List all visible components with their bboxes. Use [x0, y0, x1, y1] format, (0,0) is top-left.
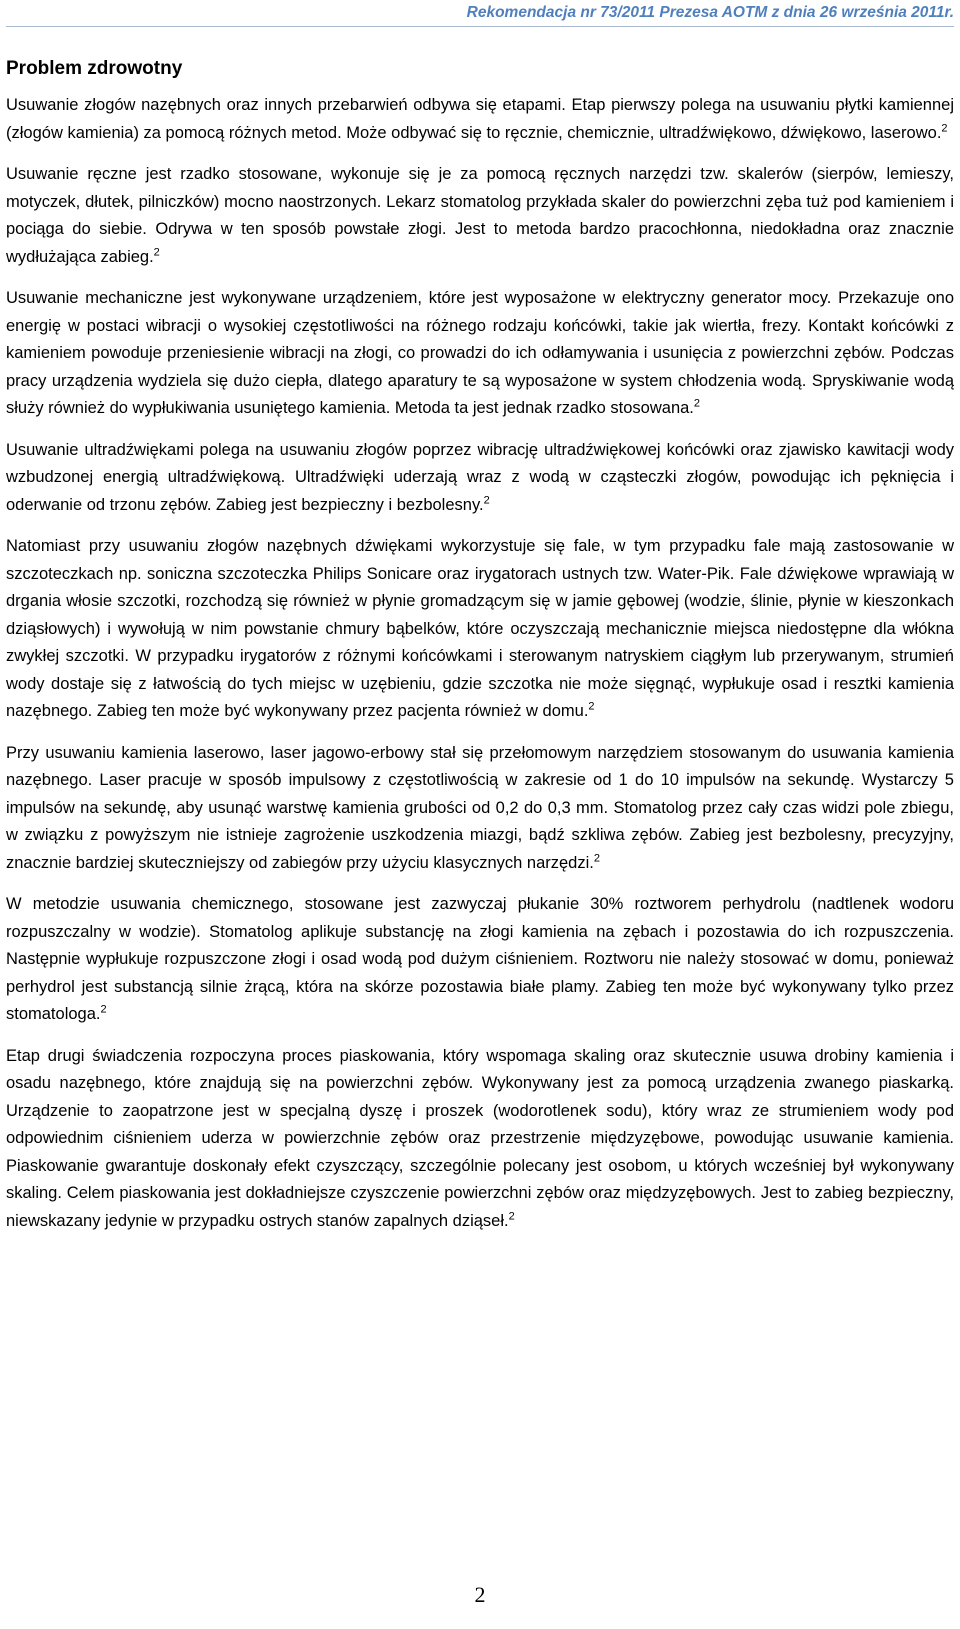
- document-body: [6, 56, 954, 1249]
- paragraph: [6, 740, 954, 878]
- paragraph: [6, 161, 954, 271]
- paragraph-text: Usuwanie ultradźwiękami polega na usuwaniu złogów poprzez wibrację ultradźwiękowej końcówki oraz zjawisko kawitacji wody wzbudzonej energią ultradźwiękową. Ultradźwięki uderzają wraz z wodą w cząsteczki złogów, powodując ich pęknięcia i oderwanie od trzonu zębów. Zabieg jest bezpieczny i bezbolesny.: [6, 440, 954, 514]
- paragraph-text: Usuwanie złogów nazębnych oraz innych przebarwień odbywa się etapami. Etap pierwszy polega na usuwaniu płytki kamiennej (złogów kamienia) za pomocą różnych metod. Może odbywać się to ręcznie, chemicznie, ultradźwiękowo, dźwiękowo, laserowo.: [6, 96, 954, 142]
- paragraph-text: Usuwanie ręczne jest rzadko stosowane, wykonuje się je za pomocą ręcznych narzędzi tzw. skalerów (sierpów, lemieszy, motyczek, dłutek, pilniczków) mocno naostrzonych. Lekarz stomatolog przykłada skaler do powierzchni zęba tuż pod kamieniem i pociąga do siebie. Odrywa w ten sposób powstałe złogi. Jest to metoda bardzo pracochłonna, niedokładna oraz znacznie wydłużająca zabieg.: [6, 165, 954, 266]
- paragraph-text: Przy usuwaniu kamienia laserowo, laser jagowo-erbowy stał się przełomowym narzędziem stosowanym do usuwania kamienia nazębnego. Laser pracuje w sposób impulsowy z częstotliwością w zakresie od 1 do 10 impulsów na sekundę. Wystarczy 5 impulsów na sekundę, aby usunąć warstwę kamienia grubości od 0,2 do 0,3 mm. Stomatolog przez cały czas widzi pole zbiegu, w związku z powyższym nie istnieje zagrożenie uszkodzenia miazgi, bądź szkliwa zębów. Zabieg jest bezbolesny, precyzyjny, znacznie bardziej skuteczniejszy od zabiegów przy użyciu klasycznych narzędzi.: [6, 743, 954, 872]
- page-header: Rekomendacja nr 73/2011 Prezesa AOTM z dnia 26 września 2011r.: [6, 4, 954, 27]
- footnote-reference: 2: [153, 246, 160, 258]
- footnote-reference: 2: [508, 1210, 515, 1222]
- footnote-reference: 2: [593, 852, 600, 864]
- paragraph: [6, 1043, 954, 1236]
- paragraph: [6, 533, 954, 726]
- footnote-reference: 2: [483, 494, 490, 506]
- paragraph-text: Etap drugi świadczenia rozpoczyna proces piaskowania, który wspomaga skaling oraz skutecznie usuwa drobiny kamienia i osadu nazębnego, które znajdują się na powierzchni zębów. Wykonywany jest za pomocą urządzenia zwanego piaskarką. Urządzenie to zaopatrzone jest w specjalną dyszę i proszek (wodorotlenek sodu), który wraz ze strumieniem wody pod odpowiednim ciśnieniem uderza w powierzchnie zębów oraz przestrzenie międzyzębowe, powodując usuwanie kamienia. Piaskowanie gwarantuje doskonały efekt czyszczący, szczególnie polecany jest osobom, u których wcześniej był wykonywany skaling. Celem piaskowania jest dokładniejsze czyszczenie powierzchni zębów oraz międzyzębowych. Jest to zabieg bezpieczny, niewskazany jedynie w przypadku ostrych stanów zapalnych dziąseł.: [6, 1046, 954, 1230]
- paragraph: [6, 285, 954, 423]
- paragraph: [6, 891, 954, 1029]
- footnote-reference: 2: [588, 700, 595, 713]
- footnote-reference: 2: [100, 1003, 107, 1016]
- paragraph: [6, 92, 954, 147]
- paragraph: [6, 437, 954, 520]
- footnote-reference: 2: [693, 397, 701, 410]
- section-heading: Problem zdrowotny: [6, 58, 183, 79]
- paragraph-text: Natomiast przy usuwaniu złogów nazębnych dźwiękami wykorzystuje się fale, w tym przypadku fale mają zastosowanie w szczoteczkach np. soniczna szczoteczka Philips Sonicare oraz irygatorach ustnych tzw. Water-Pik. Fale dźwiękowe wprawiają w drgania włosie szczotki, rozchodzą się również w płynie gromadzącym się w jamie gębowej (wodzie, ślinie, płynie w kieszonkach dziąsłowych) i wywołują w nim powstanie chmury bąbelków, które oczyszczają mechanicznie miejsca niedostępne dla włókna zwykłej szczotki. W przypadku irygatorów z różnymi końcówkami i sterowanym natryskiem ciągłym lub przerywanym, strumień wody dostaje się z łatwością do tych miejsc w uzębieniu, gdzie szczotka nie może sięgnąć, wypłukuje osad i resztki kamienia nazębnego. Zabieg ten może być wykonywany przez pacjenta również w domu.: [6, 537, 954, 720]
- page-number: 2: [474, 1582, 486, 1607]
- paragraph-text: Usuwanie mechaniczne jest wykonywane urządzeniem, które jest wyposażone w elektryczny generator mocy. Przekazuje ono energię w postaci wibracji o wysokiej częstotliwości na różnego rodzaju końcówki, takie jak wiertła, frezy. Kontakt końcówki z kamieniem powoduje przeniesienie wibracji na złogi, co prowadzi do ich odłamywania i usunięcia z powierzchni zębów. Podczas pracy urządzenia wydziela się dużo ciepła, dlatego aparatury te są wyposażone w system chłodzenia wodą. Spryskiwanie wodą służy również do wypłukiwania usuniętego kamienia. Metoda ta jest jednak rzadko stosowana.: [6, 289, 954, 417]
- footnote-reference: 2: [941, 122, 948, 134]
- paragraph-list: [6, 92, 954, 1235]
- paragraph-text: W metodzie usuwania chemicznego, stosowane jest zazwyczaj płukanie 30% roztworem perhydrolu (nadtlenek wodoru rozpuszczalny w wodzie). Stomatolog aplikuje substancję na złogi kamienia na zębach i pozostawia do ich rozpuszczenia. Następnie wypłukuje rozpuszczone złogi i osad wodą pod dużym ciśnieniem. Roztworu nie należy stosować w domu, ponieważ perhydrol jest substancją silnie żrącą, która na skórze pozostawia białe plamy. Zabieg ten może być wykonywany tylko przez stomatologa.: [6, 895, 954, 1023]
